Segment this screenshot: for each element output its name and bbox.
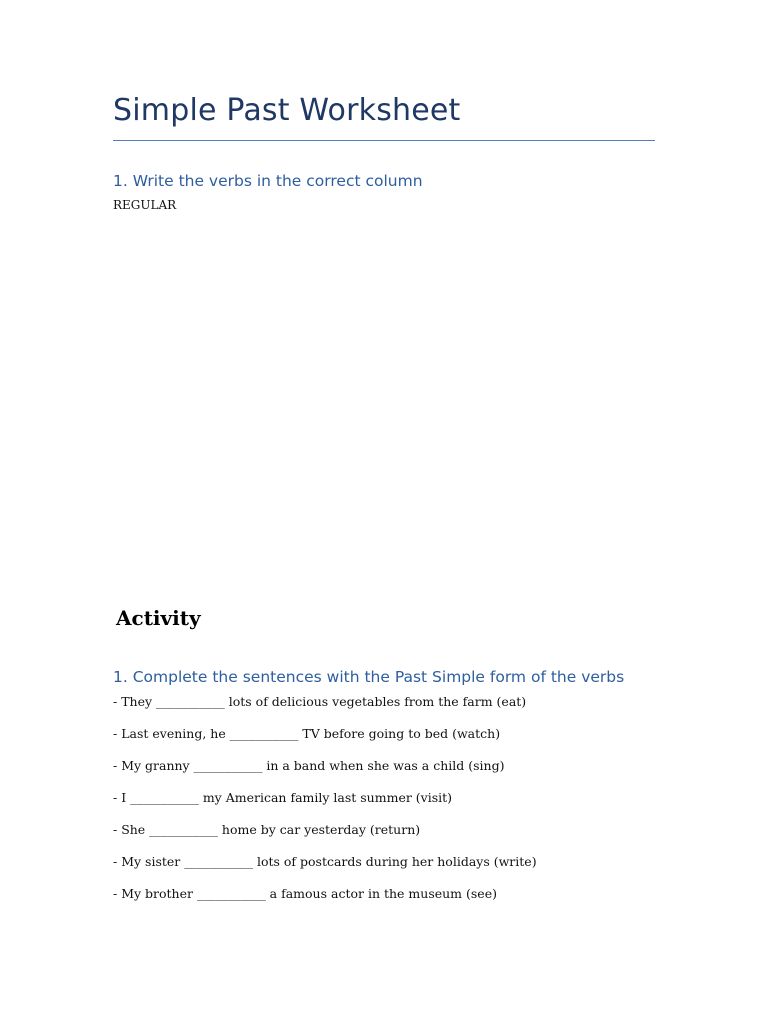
sentence-item: - I ___________ my American family last summer (visit) (113, 790, 453, 805)
page-title: Simple Past Worksheet (113, 93, 461, 128)
sentence-item: - My granny ___________ in a band when she was a child (sing) (113, 758, 505, 773)
section-heading-complete-sentences: 1. Complete the sentences with the Past Simple form of the verbs (113, 668, 625, 686)
sentence-list (113, 694, 537, 918)
sentence-item: - My sister ___________ lots of postcards during her holidays (write) (113, 854, 537, 869)
sentence-item: - My brother ___________ a famous actor in the museum (see) (113, 886, 497, 901)
sentence-item: - Last evening, he ___________ TV before going to bed (watch) (113, 726, 501, 741)
title-underline (113, 140, 655, 141)
sentence-item: - She ___________ home by car yesterday (return) (113, 822, 421, 837)
sentence-item: - They ___________ lots of delicious vegetables from the farm (eat) (113, 694, 527, 709)
regular-label: REGULAR (113, 198, 177, 212)
section-heading-write-verbs: 1. Write the verbs in the correct column (113, 172, 423, 190)
activity-heading: Activity (116, 606, 201, 630)
